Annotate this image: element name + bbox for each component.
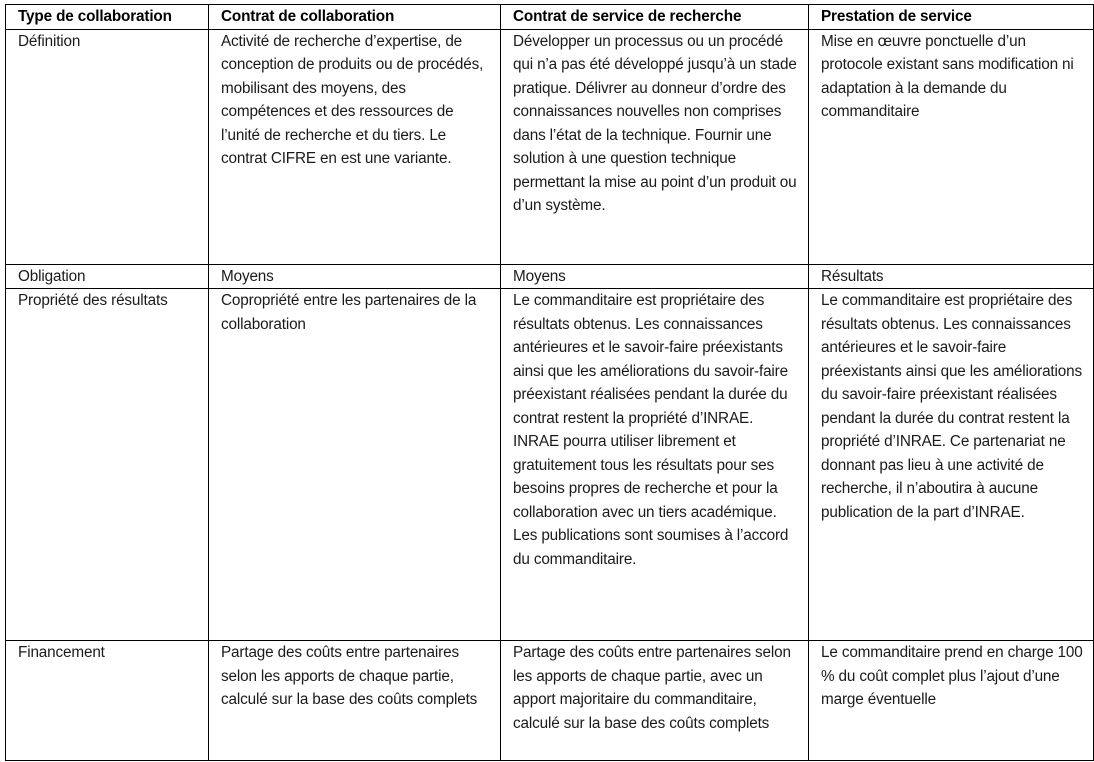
collaboration-comparison-table	[5, 4, 1094, 761]
cell-definition-contrat-de-collaboration: Activité de recherche d’expertise, de conception de produits ou de procédés, mobilisant des moyens, des compétences et des ressources de l’unité de recherche et du tiers. Le contrat CIFRE en est une variante.	[209, 29, 501, 264]
cell-obligation-contrat-de-service-de-recherche: Moyens	[501, 264, 809, 289]
header-prestation-de-service: Prestation de service	[809, 5, 1094, 30]
cell-propriete-contrat-de-collaboration: Copropriété entre les partenaires de la collaboration	[209, 289, 501, 641]
cell-obligation-contrat-de-collaboration: Moyens	[209, 264, 501, 289]
table-row-obligation	[6, 264, 1094, 289]
cell-propriete-prestation-de-service: Le commanditaire est propriétaire des résultats obtenus. Les connaissances antérieures et le savoir-faire préexistants ainsi que les améliorations du savoir-faire préexistant réalisées pendant la durée du contrat restent la propriété d’INRAE. Ce partenariat ne donnant pas lieu à une activité de recherche, il n’aboutira à aucune publication de la part d’INRAE.	[809, 289, 1094, 641]
row-label-definition: Définition	[6, 29, 209, 264]
table-row-propriete-des-resultats	[6, 289, 1094, 641]
cell-propriete-contrat-de-service-de-recherche: Le commanditaire est propriétaire des résultats obtenus. Les connaissances antérieures et le savoir-faire préexistants ainsi que les améliorations du savoir-faire préexistant réalisées pendant la durée du contrat restent la propriété d’INRAE. INRAE pourra utiliser librement et gratuitement tous les résultats pour ses besoins propres de recherche et pour la collaboration avec un tiers académique. Les publications sont soumises à l’accord du commanditaire.	[501, 289, 809, 641]
cell-financement-contrat-de-service-de-recherche: Partage des coûts entre partenaires selon les apports de chaque partie, avec un apport majoritaire du commanditaire, calculé sur la base des coûts complets	[501, 641, 809, 761]
header-contrat-de-service-de-recherche: Contrat de service de recherche	[501, 5, 809, 30]
header-contrat-de-collaboration: Contrat de collaboration	[209, 5, 501, 30]
cell-financement-prestation-de-service: Le commanditaire prend en charge 100 % du coût complet plus l’ajout d’une marge éventuelle	[809, 641, 1094, 761]
row-label-propriete-des-resultats: Propriété des résultats	[6, 289, 209, 641]
row-label-financement: Financement	[6, 641, 209, 761]
cell-definition-contrat-de-service-de-recherche: Développer un processus ou un procédé qui n’a pas été développé jusqu’à un stade pratique. Délivrer au donneur d’ordre des connaissances nouvelles non comprises dans l’état de la technique. Fournir une solution à une question technique permettant la mise au point d’un produit ou d’un système.	[501, 29, 809, 264]
row-label-obligation: Obligation	[6, 264, 209, 289]
table-row-financement	[6, 641, 1094, 761]
cell-financement-contrat-de-collaboration: Partage des coûts entre partenaires selon les apports de chaque partie, calculé sur la base des coûts complets	[209, 641, 501, 761]
cell-obligation-prestation-de-service: Résultats	[809, 264, 1094, 289]
header-type-de-collaboration: Type de collaboration	[6, 5, 209, 30]
cell-definition-prestation-de-service: Mise en œuvre ponctuelle d’un protocole existant sans modification ni adaptation à la demande du commanditaire	[809, 29, 1094, 264]
table-header-row	[6, 5, 1094, 30]
table-row-definition	[6, 29, 1094, 264]
